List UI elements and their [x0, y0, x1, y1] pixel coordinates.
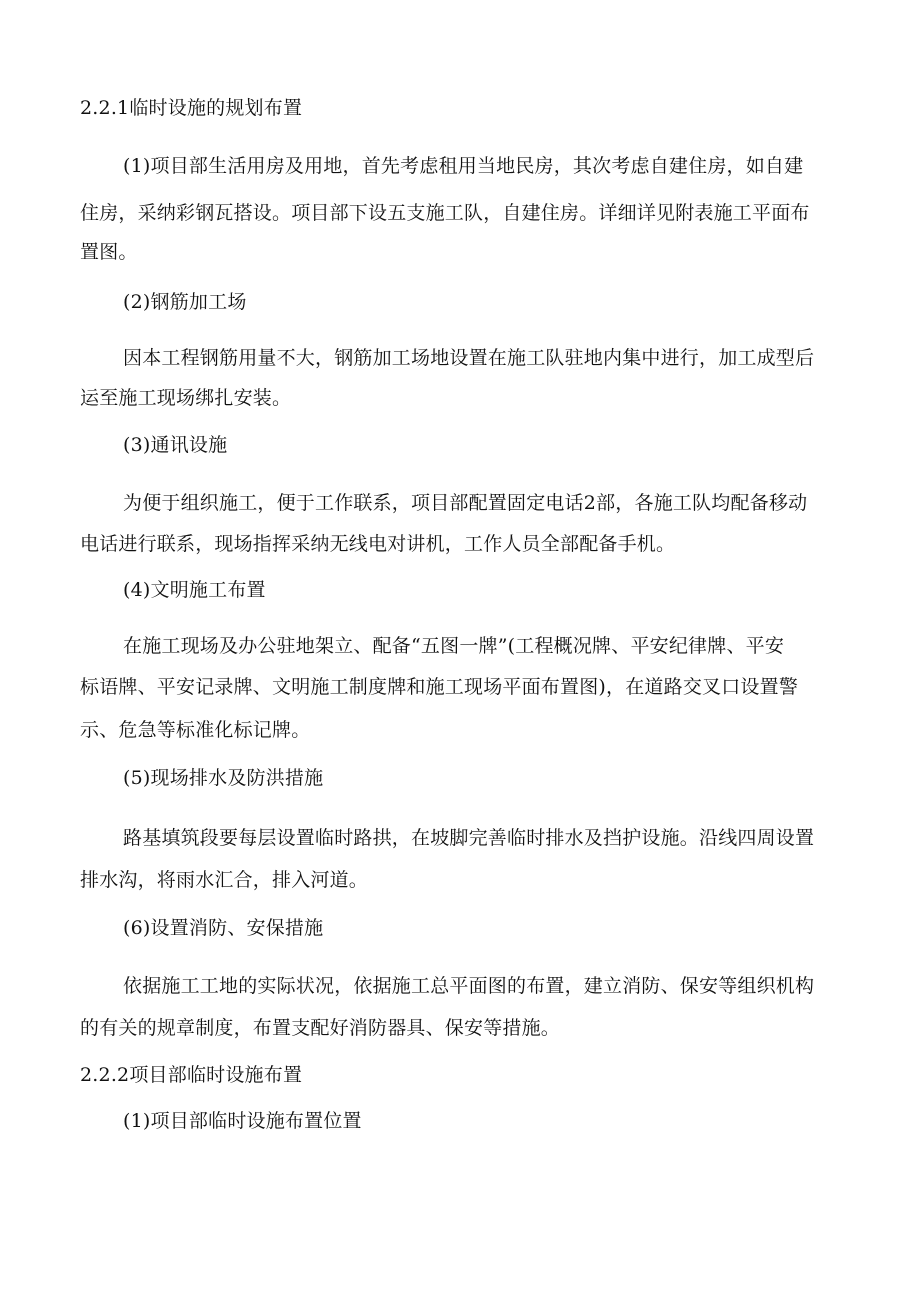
- paragraph-1-line-1: (1)项目部生活用房及用地，首先考虑租用当地民房，其次考虑自建住房，如自建: [123, 155, 804, 177]
- subsection-3-body-line-2: 电话进行联系，现场指挥采纳无线电对讲机，工作人员全部配备手机。: [80, 533, 676, 555]
- paragraph-1-line-3: 置图。: [80, 241, 138, 263]
- subsection-4-body-line-3: 示、危急等标准化标记牌。: [80, 719, 311, 741]
- subsection-2-body-line-2: 运至施工现场绑扎安装。: [80, 387, 292, 409]
- subsection-title-2: (2)钢筋加工场: [123, 291, 247, 313]
- subsection-title-5: (5)现场排水及防洪措施: [123, 767, 324, 789]
- subsection-5-body-line-2: 排水沟，将雨水汇合，排入河道。: [80, 869, 369, 891]
- subsection-title-2-2-2-1: (1)项目部临时设施布置位置: [123, 1110, 362, 1132]
- subsection-4-body-line-1: 在施工现场及办公驻地架立、配备“五图一牌”(工程概况牌、平安纪律牌、平安: [123, 635, 785, 657]
- subsection-4-body-line-2: 标语牌、平安记录牌、文明施工制度牌和施工现场平面布置图)，在道路交叉口设置警: [80, 676, 799, 698]
- subsection-6-body-line-1: 依据施工工地的实际状况，依据施工总平面图的布置，建立消防、保安等组织机构: [123, 975, 815, 997]
- subsection-title-3: (3)通讯设施: [123, 434, 228, 456]
- paragraph-1-line-2: 住房，采纳彩钢瓦搭设。项目部下设五支施工队，自建住房。详细详见附表施工平面布: [80, 202, 810, 224]
- subsection-2-body-line-1: 因本工程钢筋用量不大，钢筋加工场地设置在施工队驻地内集中进行，加工成型后: [123, 347, 815, 369]
- subsection-3-body-line-1: 为便于组织施工，便于工作联系，项目部配置固定电话2部，各施工队均配备移动: [123, 492, 808, 514]
- section-heading-2-2-1: 2.2.1临时设施的规划布置: [80, 97, 303, 119]
- subsection-5-body-line-1: 路基填筑段要每层设置临时路拱，在坡脚完善临时排水及挡护设施。沿线四周设置: [123, 827, 815, 849]
- subsection-6-body-line-2: 的有关的规章制度，布置支配好消防器具、保安等措施。: [80, 1017, 561, 1039]
- subsection-title-6: (6)设置消防、安保措施: [123, 917, 324, 939]
- subsection-title-4: (4)文明施工布置: [123, 579, 266, 601]
- section-heading-2-2-2: 2.2.2项目部临时设施布置: [80, 1064, 303, 1086]
